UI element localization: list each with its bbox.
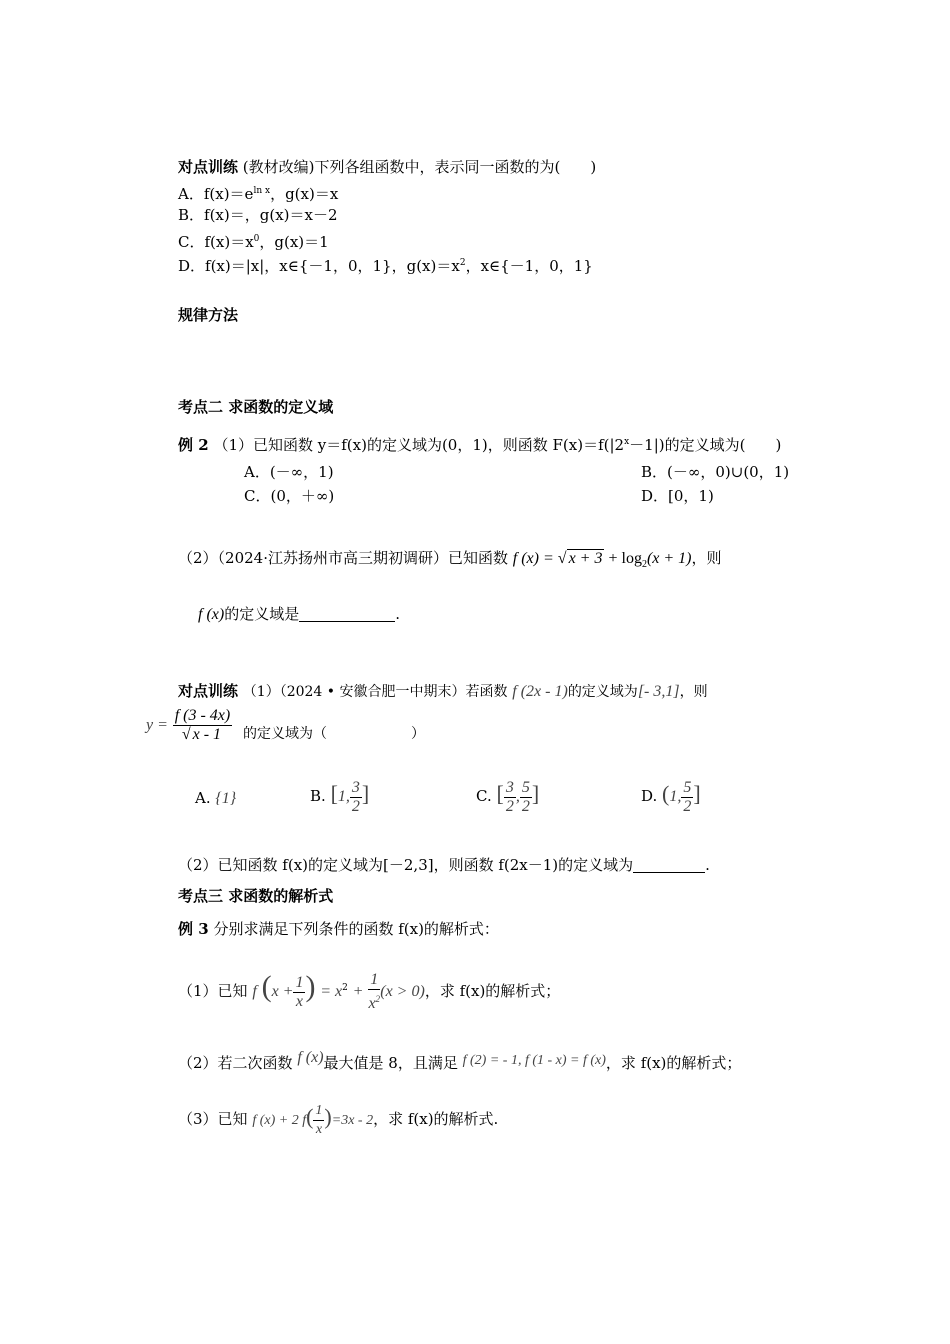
example2-q2-line1: （2）（2024·江苏扬州市高三期初调研）已知函数 f (x) = √ $x + 3 + \log_2(x + 1)$，则	[178, 549, 722, 570]
example3-q2: （2）若二次函数 f (x)最大值是 8，且满足 f (2) = - 1, f (1 - x) = f (x)，求 f(x)的解析式；	[178, 1049, 742, 1072]
example3-label: 例 3	[178, 920, 209, 938]
practice1-option-b: B．f(x)＝，g(x)＝x－2	[178, 206, 338, 224]
practice2-option-d: D. (1, $\frac{5}{2}$ ]	[641, 778, 701, 815]
section3-heading: 考点三 求函数的解析式	[178, 887, 334, 905]
answer-blank[interactable]	[299, 605, 395, 622]
practice2-options	[195, 776, 236, 821]
q2-formula: f (x) = √ $x + 3 + \log_2(x + 1)$	[512, 550, 692, 570]
practice2-option-b: B. [1, $\frac{3}{2}$ ]	[310, 778, 370, 815]
example2-option-b: B．(－∞，0)∪(0，1)	[641, 463, 790, 481]
practice1-stem: (教材改编)下列各组函数中，表示同一函数的为( )	[238, 158, 597, 176]
example3-q3: （3）已知 f (x) + 2 f( $\frac{1}{x}$ )=3x - 2，求 f(x)的解析式.	[178, 1102, 499, 1137]
practice2-heading: 对点训练	[178, 682, 239, 700]
practice2-y-formula: y = $\frac{f (3 - 4x)}{√ x - 1}$ 的定义域为（ ）	[146, 707, 425, 743]
example2-stem: 例 2 （1）已知函数 y＝f(x)的定义域为(0，1)，则函数 $F(x)=f(|2^x-1|)$的定义域为( )	[178, 436, 782, 454]
example2-option-d: D．[0，1)	[641, 487, 714, 505]
method-heading: 规律方法	[178, 306, 239, 324]
example2-q2-line2: f (x)的定义域是 .	[198, 605, 400, 623]
practice1-heading: 对点训练	[178, 158, 239, 176]
example2-option-c: C．(0，＋∞)	[244, 487, 335, 505]
example2-label: 例 2	[178, 436, 209, 454]
example2-option-a: A．(－∞，1)	[244, 463, 334, 481]
practice2-line1: 对点训练 （1）（2024 • 安徽合肥一中期末）若函数 f (2x - 1)的定义域为[- 3,1]，则	[178, 682, 708, 700]
practice2-option-a: A. {1}	[195, 789, 237, 807]
example3-q1: （1）已知 f (x + $\frac{1}{x}$ ) = $x^2$ + $\frac{1}{x^2}$ (x > 0)，求 f(x)的解析式；	[178, 970, 561, 1012]
section2-heading: 考点二 求函数的定义域	[178, 398, 334, 416]
example3-stem: 例 3 分别求满足下列条件的函数 f(x)的解析式：	[178, 920, 499, 938]
practice2-q2: （2）已知函数 f(x)的定义域为[－2,3]，则函数 f(2x－1)的定义域为 .	[178, 856, 710, 874]
practice1-option-d: D．f(x)＝|x|，x∈{－1，0，1}，$g(x)=x^2$，x∈{－1，0，1}	[178, 257, 593, 275]
practice1-option-c: C．$f(x)=x^0$，g(x)＝1	[178, 233, 329, 251]
answer-blank-2[interactable]	[633, 856, 705, 873]
practice1-stem-line	[178, 157, 596, 177]
practice1-option-a: A．$f(x)=e^{ln x}$，g(x)＝x	[178, 185, 339, 203]
practice2-option-c: C. [ $\frac{3}{2}$ , $\frac{5}{2}$ ]	[476, 778, 540, 815]
